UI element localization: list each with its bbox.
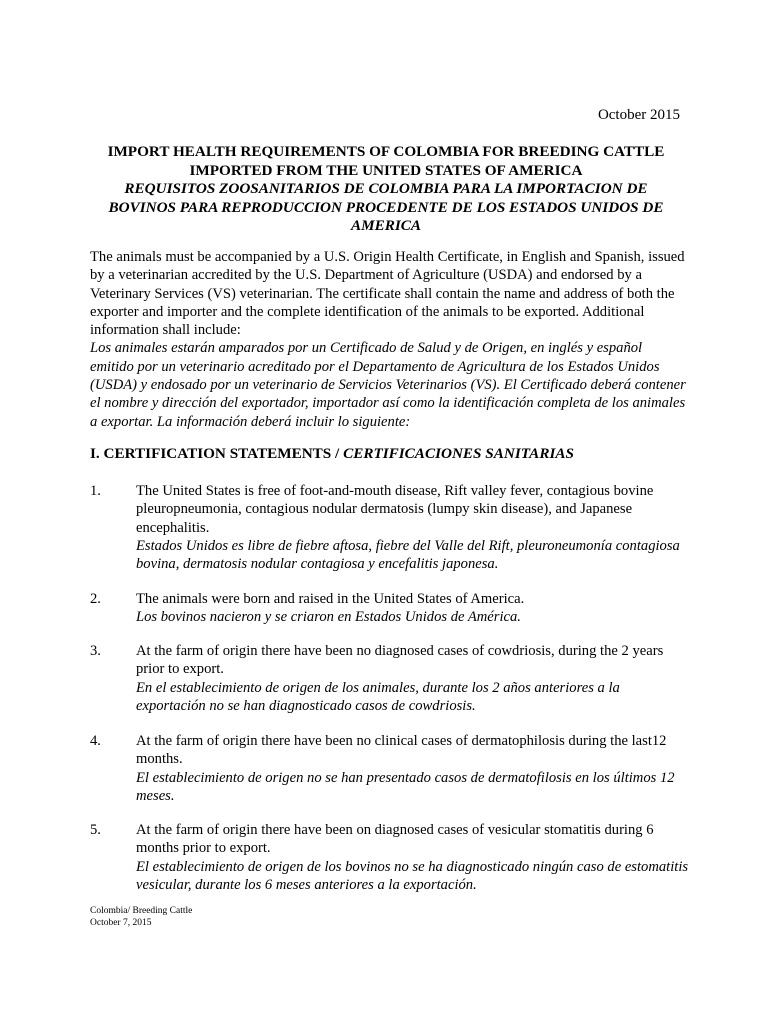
- certification-item-4: [90, 732, 690, 805]
- item-number: 5.: [90, 822, 101, 838]
- certification-item-1: [90, 482, 690, 573]
- footer-line-1: Colombia/ Breeding Cattle: [90, 906, 193, 916]
- item-spanish: Estados Unidos es libre de fiebre aftosa, fiebre del Valle del Rift, pleuroneumonía contagiosa bovina, dermatosis nodular contagiosa y encefalitis japonesa.: [136, 537, 680, 573]
- title-es-line-2: BOVINOS PARA REPRODUCCION PROCEDENTE DE LOS ESTADOS UNIDOS DE: [108, 198, 664, 216]
- certification-item-3: [90, 642, 690, 715]
- item-number: 4.: [90, 733, 101, 749]
- item-spanish: Los bovinos nacieron y se criaron en Estados Unidos de América.: [136, 609, 521, 626]
- document-date: October 2015: [597, 107, 680, 123]
- item-spanish: El establecimiento de origen de los bovinos no se ha diagnosticado ningún caso de estomatitis vesicular, durante los 6 meses anteriores a la exportación.: [136, 858, 689, 893]
- intro-english: The animals must be accompanied by a U.S. Origin Health Certificate, in English and Spanish, issued by a veterinarian accredited by the U.S. Department of Agriculture (USDA) and endorsed by a Veterinary Services (VS) veterinarian. The certificate shall contain the name and address of both the exporter and importer and the complete identification of the animals to be exported. Additional information shall include:: [90, 249, 685, 339]
- intro-paragraph: [90, 248, 688, 431]
- item-number: 3.: [90, 643, 101, 659]
- item-english: At the farm of origin there have been no diagnosed cases of cowdriosis, during the 2 years prior to export.: [136, 643, 664, 678]
- page-footer: [90, 906, 192, 929]
- title-en-line-1: IMPORT HEALTH REQUIREMENTS OF COLOMBIA FOR BREEDING CATTLE: [107, 143, 665, 160]
- section-heading: [90, 445, 574, 463]
- section-heading-english: I. CERTIFICATION STATEMENTS /: [90, 445, 344, 462]
- item-number: 2.: [90, 591, 101, 607]
- item-english: The United States is free of foot-and-mouth disease, Rift valley fever, contagious bovine pleuropneumonia, contagious nodular dermatosis (lumpy skin disease), and Japanese encephalitis.: [136, 483, 654, 536]
- certification-item-5: [90, 821, 690, 894]
- item-english: At the farm of origin there have been no clinical cases of dermatophilosis during the last12 months.: [136, 733, 667, 768]
- item-spanish: En el establecimiento de origen de los animales, durante los 2 años anteriores a la exportación no se han diagnosticado casos de cowdriosis.: [136, 679, 620, 714]
- title-en-line-2: IMPORTED FROM THE UNITED STATES OF AMERICA: [189, 161, 583, 179]
- title-es-line-1: REQUISITOS ZOOSANITARIOS DE COLOMBIA PARA LA IMPORTACION DE: [124, 180, 648, 197]
- section-heading-spanish: CERTIFICACIONES SANITARIAS: [343, 445, 574, 462]
- footer-line-2: October 7, 2015: [90, 917, 152, 928]
- item-number: 1.: [90, 483, 101, 499]
- intro-spanish: Los animales estarán amparados por un Certificado de Salud y de Origen, en inglés y español emitido por un veterinario acreditado por el Departamento de Agricultura de los Estados Unidos (USDA) y endosado por un veterinario de Servicios Veterinarios (VS). El Certificado deberá contener el nombre y dirección del exportador, importador así como la identificación completa de los animales a exportar. La información deberá incluir lo siguiente:: [90, 340, 686, 430]
- item-spanish: El establecimiento de origen no se han presentado casos de dermatofilosis en los últimos 12 meses.: [136, 769, 675, 804]
- certification-item-2: [90, 590, 690, 627]
- item-english: The animals were born and raised in the United States of America.: [136, 591, 525, 607]
- document-title: [88, 143, 684, 236]
- title-es-line-3: AMERICA: [350, 217, 422, 234]
- item-english: At the farm of origin there have been on diagnosed cases of vesicular stomatitis during 6 months prior to export.: [136, 822, 654, 857]
